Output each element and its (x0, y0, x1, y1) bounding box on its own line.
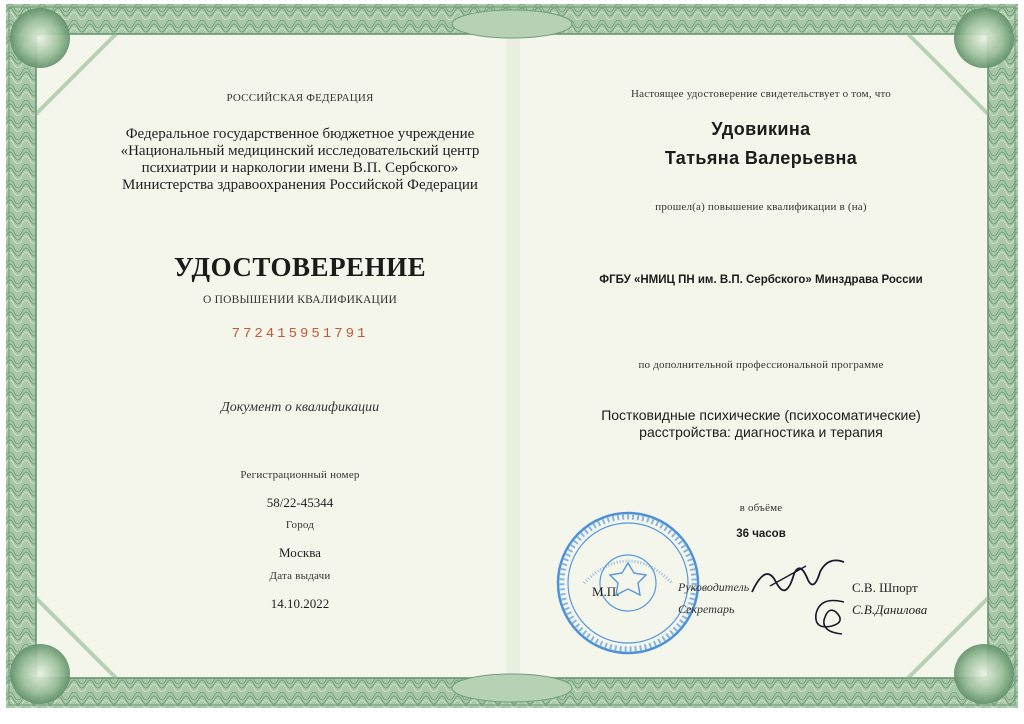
city-value: Москва (279, 545, 321, 560)
document-title: УДОСТОВЕРЕНИЕ (173, 252, 427, 282)
registration-value: 58/22-45344 (266, 495, 334, 510)
document-subtitle: О ПОВЫШЕНИИ КВАЛИФИКАЦИИ (202, 294, 397, 306)
volume-label: в объёме (739, 502, 783, 514)
issue-date-label: Дата выдачи (269, 570, 331, 582)
certificate-sheet (6, 4, 1018, 708)
secretary-role-label: Секретарь (678, 602, 735, 616)
head-role-label: Руководитель (678, 580, 750, 594)
volume-value: 36 часов (736, 528, 786, 540)
intro-text: Настоящее удостоверение свидетельствует о том, что (630, 88, 892, 100)
recipient-given-names: Татьяна Валерьевна (664, 148, 858, 168)
issue-date-value: 14.10.2022 (270, 596, 330, 611)
org-line-1: Федеральное государственное бюджетное учреждение (125, 126, 475, 142)
document-type: Документ о квалификации (220, 400, 380, 415)
program-label: по дополнительной профессиональной программе (638, 359, 884, 371)
stamp-place-label: М.П. (592, 584, 620, 599)
org-line-4: Министерства здравоохранения Российской Федерации (122, 177, 478, 193)
completed-text: прошел(а) повышение квалификации в (на) (655, 201, 867, 213)
serial-number: 772415951791 (231, 326, 369, 342)
secretary-name: С.В.Данилова (852, 602, 928, 617)
city-label: Город (285, 519, 315, 531)
org-line-2: «Национальный медицинский исследовательский центр (120, 143, 480, 159)
registration-label: Регистрационный номер (240, 469, 360, 481)
secretary-signature (806, 594, 854, 638)
country-label: РОССИЙСКАЯ ФЕДЕРАЦИЯ (226, 92, 374, 104)
program-line-1: Постковидные психические (психосоматические) (601, 407, 921, 423)
institution-name: ФГБУ «НМИЦ ПН им. В.П. Сербского» Минздрава России (599, 274, 923, 286)
recipient-surname: Удовикина (711, 119, 811, 139)
head-name: С.В. Шпорт (852, 580, 918, 595)
org-line-3: психиатрии и наркологии имени В.П. Сербского» (141, 160, 459, 176)
program-line-2: расстройства: диагностика и терапия (639, 424, 883, 440)
